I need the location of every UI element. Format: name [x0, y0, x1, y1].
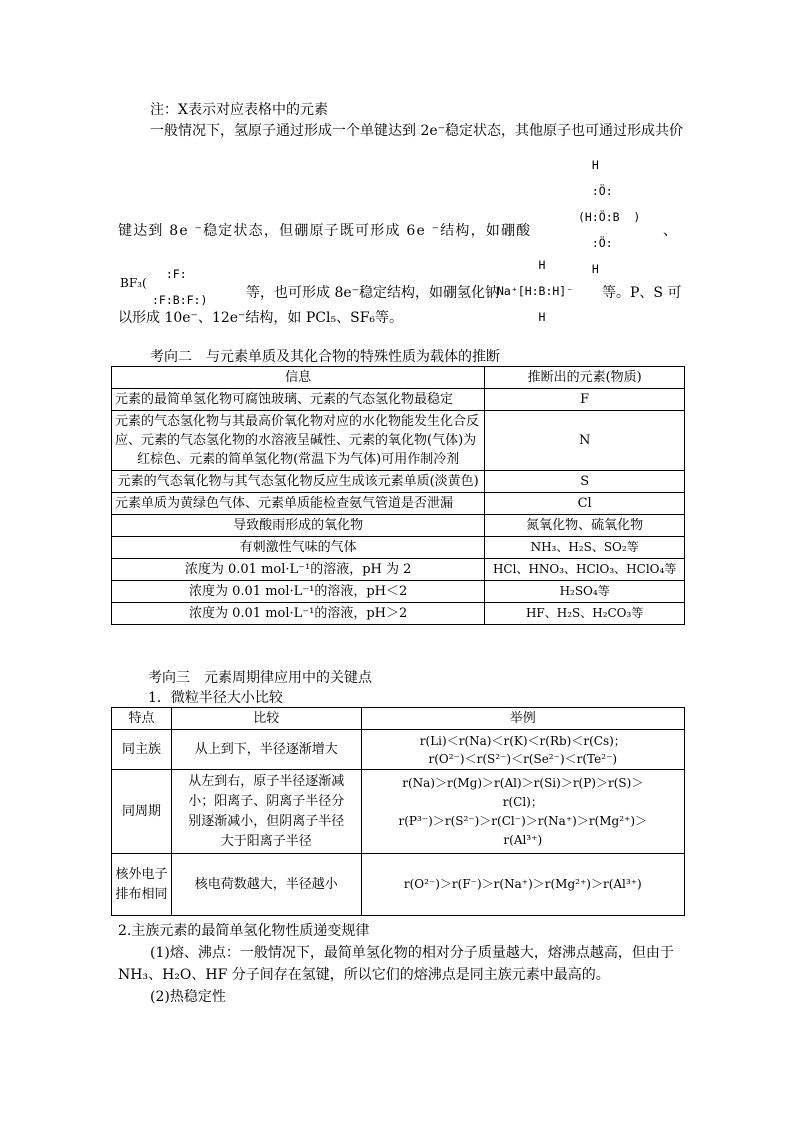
table1-cell: 氮氧化物、硫氧化物	[485, 515, 685, 537]
table2-header-comparison: 比较	[171, 708, 361, 730]
table2-header-feature: 特点	[112, 708, 172, 730]
table1-header-element: 推断出的元素(物质)	[485, 367, 685, 389]
table1-cell: H₂SO₄等	[485, 581, 685, 603]
table1-cell: HF、H₂S、H₂CO₃等	[485, 603, 685, 625]
table2-cell: 核电荷数越大，半径越小	[171, 854, 361, 916]
table2-cell: 同主族	[112, 730, 172, 770]
table1-cell: HCl、HNO₃、HClO₃、HClO₄等	[485, 559, 685, 581]
table1-cell: 导致酸雨形成的氧化物	[112, 515, 485, 537]
element-inference-table	[111, 366, 685, 625]
bf3-prefix: BF₃(	[120, 276, 147, 290]
boric-acid-row-2: :Ö:	[578, 184, 613, 198]
table2-header-example: 举例	[361, 708, 684, 730]
bf3-row-1: :F:	[152, 267, 187, 281]
table2-cell: r(Li)＜r(Na)＜r(K)＜r(Rb)＜r(Cs)； r(O²⁻)＜r(S²⁻)＜r(Se²⁻)＜r(Te²⁻)	[361, 730, 684, 770]
paragraph-line-4: 以形成 10e⁻、12e⁻结构，如 PCl₅、SF₆等。	[118, 310, 404, 326]
paragraph-line-1: 一般情况下，氢原子通过形成一个单键达到 2e⁻稳定状态，其他原子也可通过形成共价	[150, 123, 684, 139]
boric-acid-row-3: (H:Ö:B )	[578, 210, 641, 224]
boric-acid-row-4: :Ö:	[578, 236, 613, 250]
table2-cell: 核外电子排布相同	[112, 854, 172, 916]
table1-cell: 元素的气态氧化物与其气态氢化物反应生成该元素单质(淡黄色)	[112, 471, 485, 493]
boric-acid-row-1: H	[578, 158, 599, 172]
paragraph-line-3-tail: 等。P、S 可	[602, 285, 682, 301]
table2-cell: r(Na)＞r(Mg)＞r(Al)＞r(Si)＞r(P)＞r(S)＞ r(Cl)； r(P³⁻)＞r(S²⁻)＞r(Cl⁻)＞r(Na⁺)＞r(Mg²⁺)＞ r(Al³⁺)	[361, 770, 684, 854]
table1-cell: 元素的气态氢化物与其最高价氧化物对应的水化物能发生化合反应、元素的气态氢化物的水溶液呈碱性、元素的氧化物(气体)为红棕色、元素的简单氢化物(常温下为气体)可用作制冷剂	[112, 411, 485, 471]
nabh4-structure	[497, 246, 573, 324]
nabh4-row-2: Na⁺[H:B:H]⁻	[497, 284, 574, 298]
subheading-1: 1．微粒半径大小比较	[148, 690, 283, 706]
table1-cell: 浓度为 0.01 mol·L⁻¹的溶液，pH 为 2	[112, 559, 485, 581]
table1-cell: 元素单质为黄绿色气体、元素单质能检查氨气管道是否泄漏	[112, 493, 485, 515]
paragraph-line-2-tail: 、	[663, 223, 677, 239]
paragraph-line-3-mid: 等，也可形成 8e⁻稳定结构，如硼氢化钠	[246, 285, 500, 301]
note-line: 注：X表示对应表格中的元素	[150, 102, 328, 118]
thermal-stability-line: (2)热稳定性	[150, 989, 226, 1005]
paragraph-line-2: 键达到 8e ⁻稳定状态，但硼原子既可形成 6e ⁻结构，如硼酸	[118, 223, 532, 239]
melting-point-line-2: NH₃、H₂O、HF 分子间存在氢键，所以它们的熔沸点是同主族元素中最高的。	[118, 967, 610, 983]
section-2-heading: 考向二 与元素单质及其化合物的特殊性质为载体的推断	[150, 349, 500, 365]
table1-header-info: 信息	[112, 367, 485, 389]
boric-acid-row-5: H	[578, 262, 599, 276]
table1-cell: F	[485, 389, 685, 411]
table1-cell: S	[485, 471, 685, 493]
section-3-heading: 考向三 元素周期律应用中的关键点	[148, 670, 372, 686]
table1-cell: 有刺激性气味的气体	[112, 537, 485, 559]
table2-cell: 同周期	[112, 770, 172, 854]
bf3-row-2: :F:B:F:)	[152, 293, 208, 307]
nabh4-row-1: H	[497, 258, 546, 272]
table1-cell: 元素的最简单氢化物可腐蚀玻璃、元素的气态氢化物最稳定	[112, 389, 485, 411]
particle-radius-table	[111, 707, 685, 916]
table1-cell: Cl	[485, 493, 685, 515]
table1-cell: N	[485, 411, 685, 471]
nabh4-row-3: H	[497, 310, 546, 324]
melting-point-line-1: (1)熔、沸点：一般情况下，最简单氢化物的相对分子质量越大，熔沸点越高，但由于	[150, 945, 674, 961]
table1-cell: 浓度为 0.01 mol·L⁻¹的溶液，pH＜2	[112, 581, 485, 603]
table2-cell: 从上到下，半径逐渐增大	[171, 730, 361, 770]
table2-cell: 从左到右，原子半径逐渐减小；阳离子、阴离子半径分别逐渐减小，但阴离子半径大于阳离子半径	[171, 770, 361, 854]
table1-cell: NH₃、H₂S、SO₂等	[485, 537, 685, 559]
table1-cell: 浓度为 0.01 mol·L⁻¹的溶液，pH＞2	[112, 603, 485, 625]
subheading-2: 2.主族元素的最简单氢化物性质递变规律	[118, 923, 370, 939]
table2-cell: r(O²⁻)＞r(F⁻)＞r(Na⁺)＞r(Mg²⁺)＞r(Al³⁺)	[361, 854, 684, 916]
boric-acid-structure	[578, 146, 640, 276]
